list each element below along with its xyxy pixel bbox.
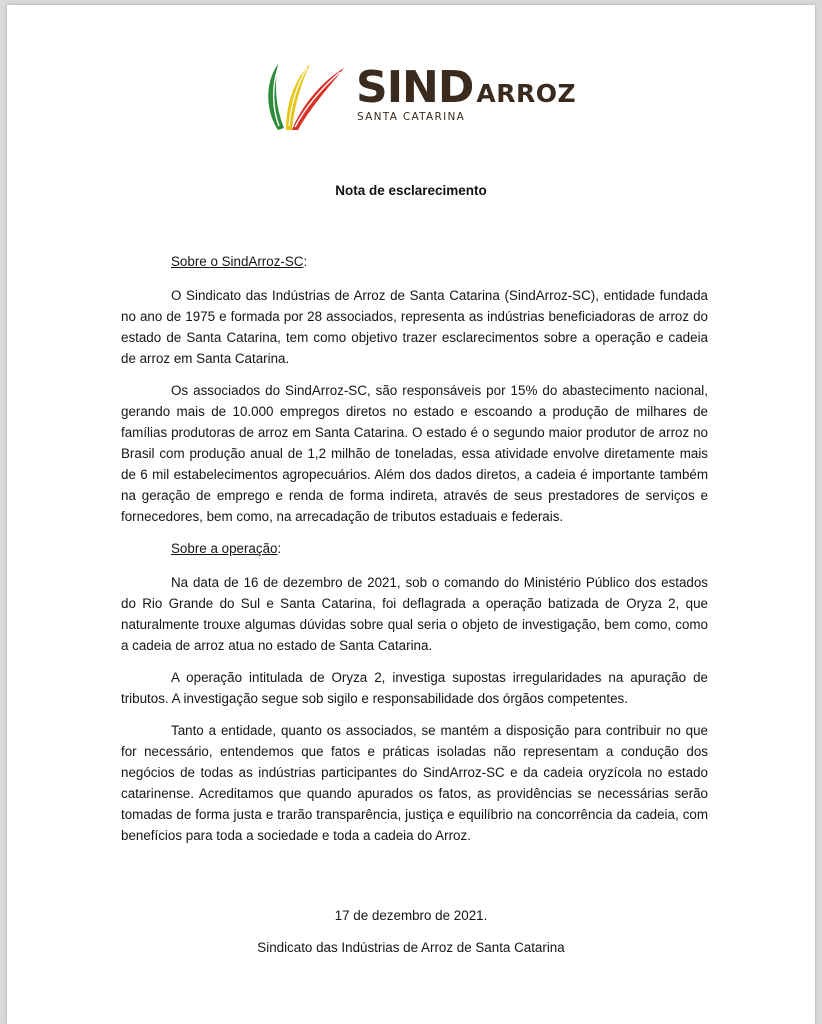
paragraph: O Sindicato das Indústrias de Arroz de Santa Catarina (SindArroz-SC), entidade fundada no ano de 1975 e formada por 28 associados, representa as indústrias beneficiadoras de arroz do estado de Santa Catarina, tem como objetivo trazer esclarecimentos sobre a operação e cadeia de arroz em Santa Catarina. (121, 288, 708, 366)
section-heading-operation-text: Sobre a operação (171, 541, 278, 556)
section-heading-about-suffix: : (303, 254, 308, 269)
document-title: Nota de esclarecimento (335, 183, 487, 198)
rice-leaves-icon (264, 60, 346, 132)
logo-wordmark (356, 60, 576, 116)
paragraph: Tanto a entidade, quanto os associados, se mantém a disposição para contribuir no que for necessário, entendemos que fatos e práticas isoladas não representam a condução dos negócios de todas as indústrias participantes do SindArroz-SC e da cadeia oryzícola no estado catarinense. Acreditamos que quando apurados os fatos, as providências se necessárias serão tomadas de forma justa e trarão transparência, justiça e equilíbrio na concorrência da cadeia, com benefícios para toda a sociedade e toda a cadeia do Arroz. (121, 723, 708, 843)
document-signature-organization: Sindicato das Indústrias de Arroz de Santa Catarina (257, 940, 565, 955)
paragraph: Na data de 16 de dezembro de 2021, sob o comando do Ministério Público dos estados do Rio Grande do Sul e Santa Catarina, foi deflagrada a operação batizada de Oryza 2, que naturalmente trouxe algumas dúvidas sobre qual seria o objeto de investigação, bem como, como a cadeia de arroz atua no estado de Santa Catarina. (121, 575, 708, 653)
document-page (7, 5, 815, 1024)
section-heading-about (121, 251, 708, 272)
paragraph: Os associados do SindArroz-SC, são responsáveis por 15% do abastecimento nacional, gerando mais de 10.000 empregos diretos no estado e escoando a produção de milhares de famílias produtoras de arroz em Santa Catarina. O estado é o segundo maior produtor de arroz no Brasil com produção anual de 1,2 milhão de toneladas, essa atividade envolve diretamente mais de 6 mil estabelecimentos agropecuários. Além dos dados diretos, a cadeia é importante também na geração de emprego e renda de forma indireta, através de seus prestadores de serviços e fornecedores, bem como, na arrecadação de tributos estaduais e federais. (121, 383, 708, 524)
document-body (121, 251, 708, 846)
logo-brand-sub: ARROZ (476, 79, 577, 108)
paragraph: A operação intitulada de Oryza 2, investiga supostas irregularidades na apuração de tributos. A investigação segue sob sigilo e responsabilidade dos órgãos competentes. (121, 670, 708, 706)
section-heading-operation-suffix: : (277, 541, 282, 556)
logo-brand-main: SIND (356, 62, 474, 113)
sindarroz-logo (264, 60, 584, 135)
section-heading-operation (121, 538, 708, 559)
section-heading-about-text: Sobre o SindArroz-SC (171, 254, 304, 269)
document-date: 17 de dezembro de 2021. (334, 908, 488, 923)
logo-state: SANTA CATARINA (357, 111, 466, 123)
